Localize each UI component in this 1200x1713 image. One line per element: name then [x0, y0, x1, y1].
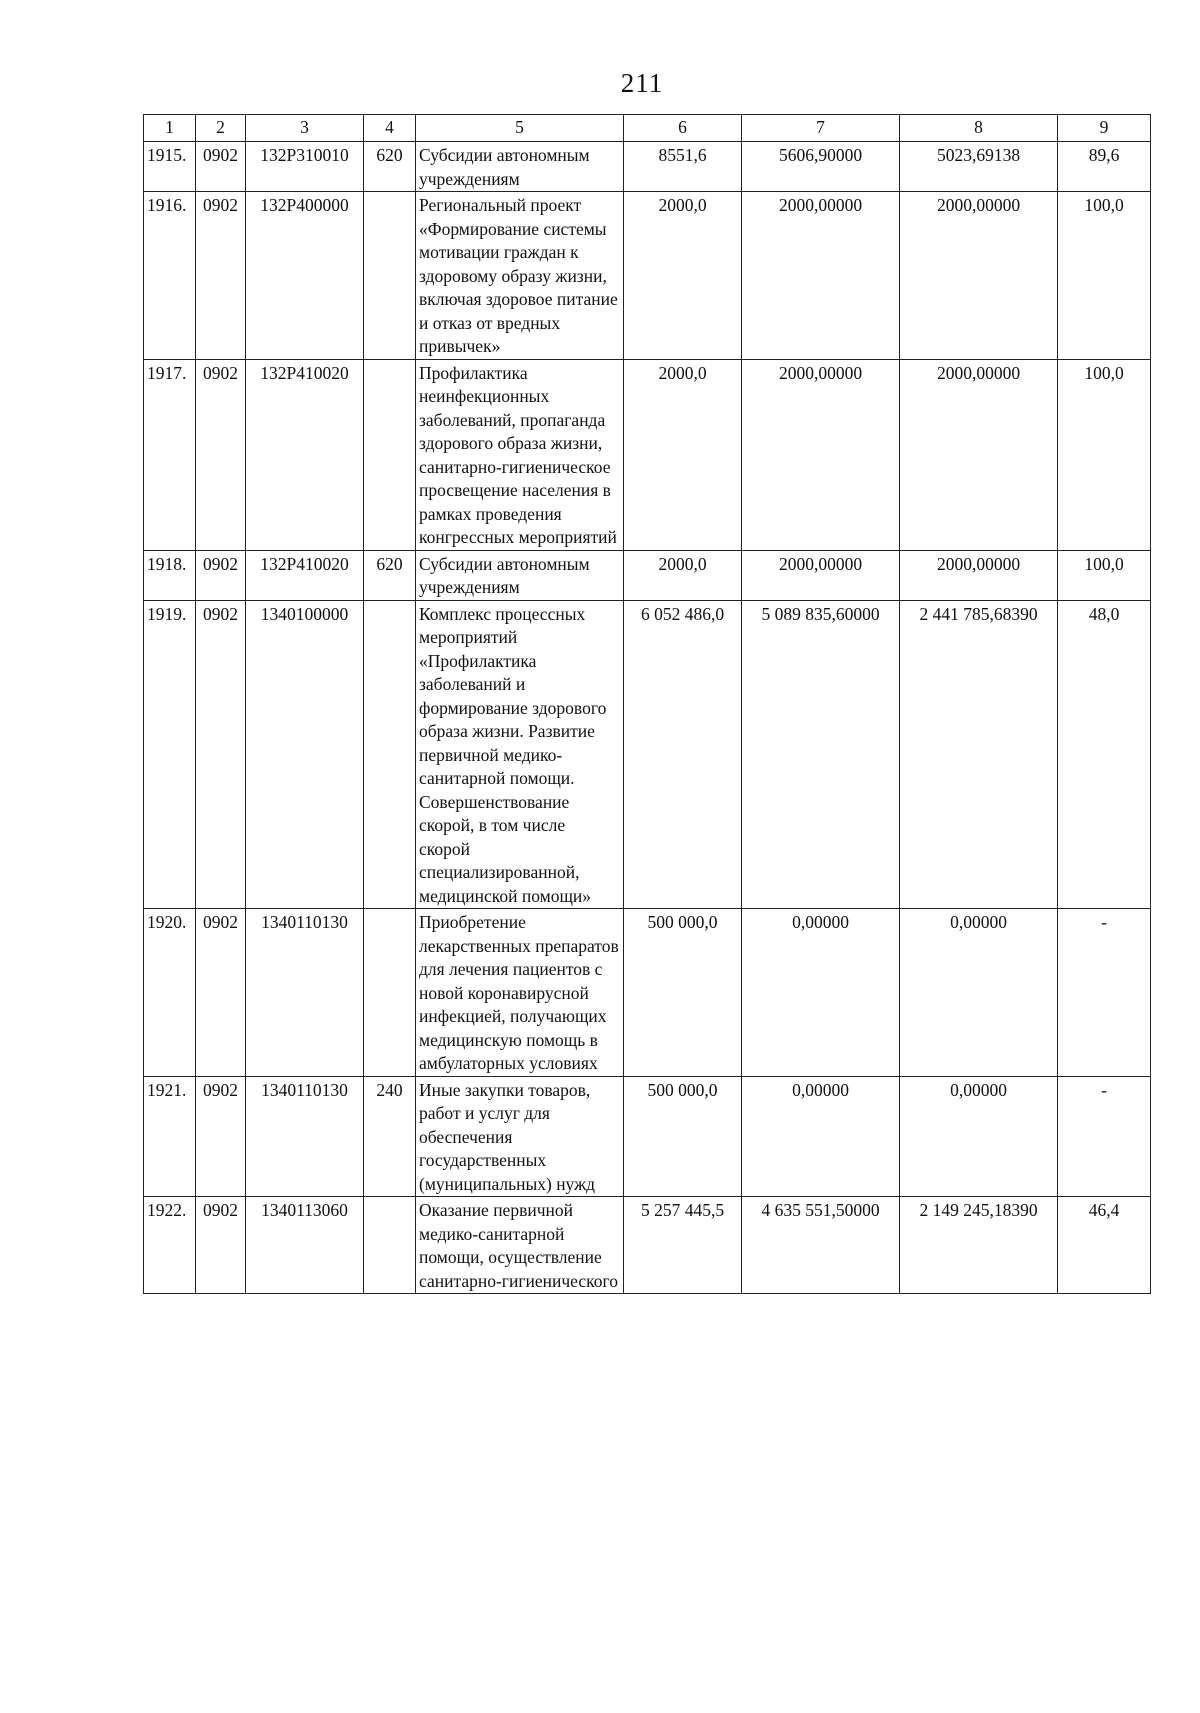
row-number: 1917. — [144, 359, 196, 550]
executed-amount: 2000,00000 — [900, 359, 1058, 550]
table-row — [144, 909, 1151, 1077]
approved-amount: 0,00000 — [742, 1076, 900, 1197]
section-code: 0902 — [196, 600, 246, 909]
header-row — [144, 115, 1151, 142]
target-code: 132P410020 — [246, 550, 364, 600]
plan-amount: 2000,0 — [624, 192, 742, 360]
table-row — [144, 1197, 1151, 1294]
execution-percent: - — [1058, 909, 1151, 1077]
target-code: 1340100000 — [246, 600, 364, 909]
header-cell: 9 — [1058, 115, 1151, 142]
section-code: 0902 — [196, 1197, 246, 1294]
section-code: 0902 — [196, 550, 246, 600]
execution-percent: 46,4 — [1058, 1197, 1151, 1294]
header-cell: 5 — [416, 115, 624, 142]
approved-amount: 0,00000 — [742, 909, 900, 1077]
target-code: 132P410020 — [246, 359, 364, 550]
row-number: 1921. — [144, 1076, 196, 1197]
plan-amount: 500 000,0 — [624, 1076, 742, 1197]
section-code: 0902 — [196, 142, 246, 192]
header-cell: 8 — [900, 115, 1058, 142]
item-name: Субсидии автономным учреждениям — [416, 550, 624, 600]
expense-type — [364, 909, 416, 1077]
executed-amount: 0,00000 — [900, 909, 1058, 1077]
target-code: 1340110130 — [246, 909, 364, 1077]
budget-table — [143, 114, 1151, 1294]
executed-amount: 2 441 785,68390 — [900, 600, 1058, 909]
approved-amount: 2000,00000 — [742, 550, 900, 600]
expense-type: 620 — [364, 550, 416, 600]
target-code: 1340113060 — [246, 1197, 364, 1294]
header-cell: 3 — [246, 115, 364, 142]
target-code: 132P400000 — [246, 192, 364, 360]
executed-amount: 2 149 245,18390 — [900, 1197, 1058, 1294]
executed-amount: 0,00000 — [900, 1076, 1058, 1197]
table-row — [144, 359, 1151, 550]
approved-amount: 2000,00000 — [742, 192, 900, 360]
execution-percent: 48,0 — [1058, 600, 1151, 909]
item-name: Профилактика неинфекционных заболеваний, пропаганда здорового образа жизни, санитарно-гигиеническое просвещение населения в рамках проведения конгрессных мероприятий — [416, 359, 624, 550]
expense-type: 240 — [364, 1076, 416, 1197]
row-number: 1919. — [144, 600, 196, 909]
plan-amount: 5 257 445,5 — [624, 1197, 742, 1294]
header-cell: 6 — [624, 115, 742, 142]
plan-amount: 2000,0 — [624, 550, 742, 600]
row-number: 1916. — [144, 192, 196, 360]
item-name: Комплекс процессных мероприятий «Профилактика заболеваний и формирование здорового образа жизни. Развитие первичной медико-санитарной помощи. Совершенствование скорой, в том числе скорой специализированной, медицинской помощи» — [416, 600, 624, 909]
execution-percent: 100,0 — [1058, 192, 1151, 360]
item-name: Приобретение лекарственных препаратов для лечения пациентов с новой коронавирусной инфекцией, получающих медицинскую помощь в амбулаторных условиях — [416, 909, 624, 1077]
table-row — [144, 1076, 1151, 1197]
section-code: 0902 — [196, 909, 246, 1077]
section-code: 0902 — [196, 359, 246, 550]
row-number: 1918. — [144, 550, 196, 600]
table-row — [144, 600, 1151, 909]
section-code: 0902 — [196, 1076, 246, 1197]
expense-type — [364, 1197, 416, 1294]
execution-percent: 100,0 — [1058, 550, 1151, 600]
executed-amount: 2000,00000 — [900, 192, 1058, 360]
expense-type — [364, 600, 416, 909]
approved-amount: 4 635 551,50000 — [742, 1197, 900, 1294]
table-row — [144, 142, 1151, 192]
header-cell: 1 — [144, 115, 196, 142]
execution-percent: 89,6 — [1058, 142, 1151, 192]
approved-amount: 2000,00000 — [742, 359, 900, 550]
table-row — [144, 550, 1151, 600]
header-cell: 4 — [364, 115, 416, 142]
execution-percent: - — [1058, 1076, 1151, 1197]
execution-percent: 100,0 — [1058, 359, 1151, 550]
plan-amount: 8551,6 — [624, 142, 742, 192]
plan-amount: 500 000,0 — [624, 909, 742, 1077]
section-code: 0902 — [196, 192, 246, 360]
expense-type — [364, 192, 416, 360]
expense-type: 620 — [364, 142, 416, 192]
row-number: 1915. — [144, 142, 196, 192]
header-cell: 7 — [742, 115, 900, 142]
item-name: Иные закупки товаров, работ и услуг для обеспечения государственных (муниципальных) нужд — [416, 1076, 624, 1197]
plan-amount: 2000,0 — [624, 359, 742, 550]
target-code: 132P310010 — [246, 142, 364, 192]
approved-amount: 5 089 835,60000 — [742, 600, 900, 909]
approved-amount: 5606,90000 — [742, 142, 900, 192]
executed-amount: 2000,00000 — [900, 550, 1058, 600]
plan-amount: 6 052 486,0 — [624, 600, 742, 909]
row-number: 1920. — [144, 909, 196, 1077]
row-number: 1922. — [144, 1197, 196, 1294]
item-name: Оказание первичной медико-санитарной помощи, осуществление санитарно-гигиенического — [416, 1197, 624, 1294]
item-name: Региональный проект «Формирование системы мотивации граждан к здоровому образу жизни, включая здоровое питание и отказ от вредных привычек» — [416, 192, 624, 360]
header-cell: 2 — [196, 115, 246, 142]
expense-type — [364, 359, 416, 550]
target-code: 1340110130 — [246, 1076, 364, 1197]
page-number: 211 — [620, 68, 664, 98]
executed-amount: 5023,69138 — [900, 142, 1058, 192]
table-row — [144, 192, 1151, 360]
item-name: Субсидии автономным учреждениям — [416, 142, 624, 192]
